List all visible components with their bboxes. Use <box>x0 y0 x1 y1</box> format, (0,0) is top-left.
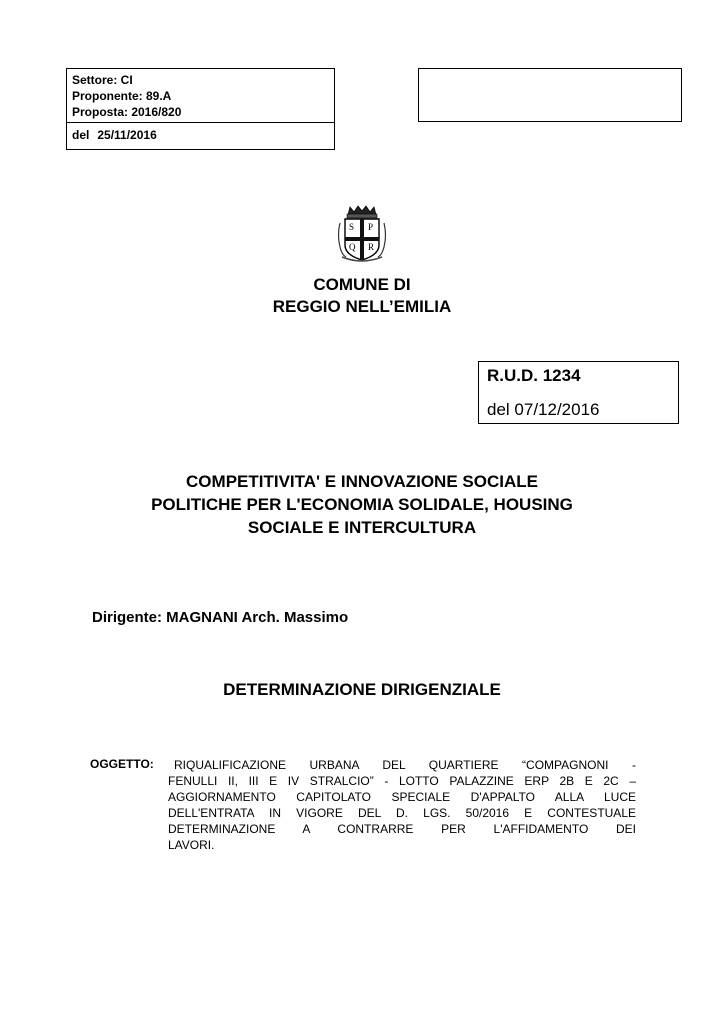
oggetto-line: FENULLI II, III E IV STRALCIO” - LOTTO PALAZZINE ERP 2B E 2C – <box>168 774 636 788</box>
oggetto-line: RIQUALIFICAZIONE URBANA DEL QUARTIERE “COMPAGNONI - <box>174 758 636 772</box>
oggetto-line: DELL'ENTRATA IN VIGORE DEL D. LGS. 50/2016 E CONTESTUALE <box>168 806 636 820</box>
crest-letter-p: P <box>368 222 374 232</box>
proposal-date: 25/11/2016 <box>97 128 157 142</box>
section-title-line3: SOCIALE E INTERCULTURA <box>247 518 477 537</box>
oggetto-label: OGGETTO: <box>90 757 154 771</box>
oggetto-line: DETERMINAZIONE A CONTRARRE PER L'AFFIDAMENTO DEI <box>168 822 636 836</box>
proposta-text: Proposta: 2016/820 <box>72 105 182 119</box>
oggetto-line: AGGIORNAMENTO CAPITOLATO SPECIALE D'APPALTO ALLA LUCE <box>168 790 636 804</box>
protocol-info-top <box>67 69 334 123</box>
proposal-date-row <box>72 128 157 142</box>
settore-text: Settore: CI <box>72 73 133 87</box>
comune-title-line1: COMUNE DI <box>313 275 411 294</box>
proponente-text: Proponente: 89.A <box>72 89 172 103</box>
empty-stamp-box <box>418 68 682 122</box>
comune-title-line2: REGGIO NELL’EMILIA <box>272 297 452 316</box>
rud-date: del 07/12/2016 <box>487 400 600 419</box>
dirigente-line: Dirigente: MAGNANI Arch. Massimo <box>92 609 349 626</box>
section-title-line2: POLITICHE PER L'ECONOMIA SOLIDALE, HOUSING <box>151 495 573 514</box>
reggio-emilia-coat-of-arms-icon <box>336 205 388 263</box>
del-label: del <box>72 128 90 142</box>
crest-letter-s: S <box>349 222 355 232</box>
oggetto-line: LAVORI. <box>168 838 215 852</box>
section-title-line1: COMPETITIVITA' E INNOVAZIONE SOCIALE <box>186 472 538 491</box>
rud-number: R.U.D. 1234 <box>487 366 581 385</box>
document-type-title: DETERMINAZIONE DIRIGENZIALE <box>223 680 501 699</box>
crest-letter-q: Q <box>349 242 356 252</box>
crest-letter-r: R <box>368 242 375 252</box>
protocol-info-box <box>66 68 335 150</box>
rud-box <box>478 361 679 424</box>
